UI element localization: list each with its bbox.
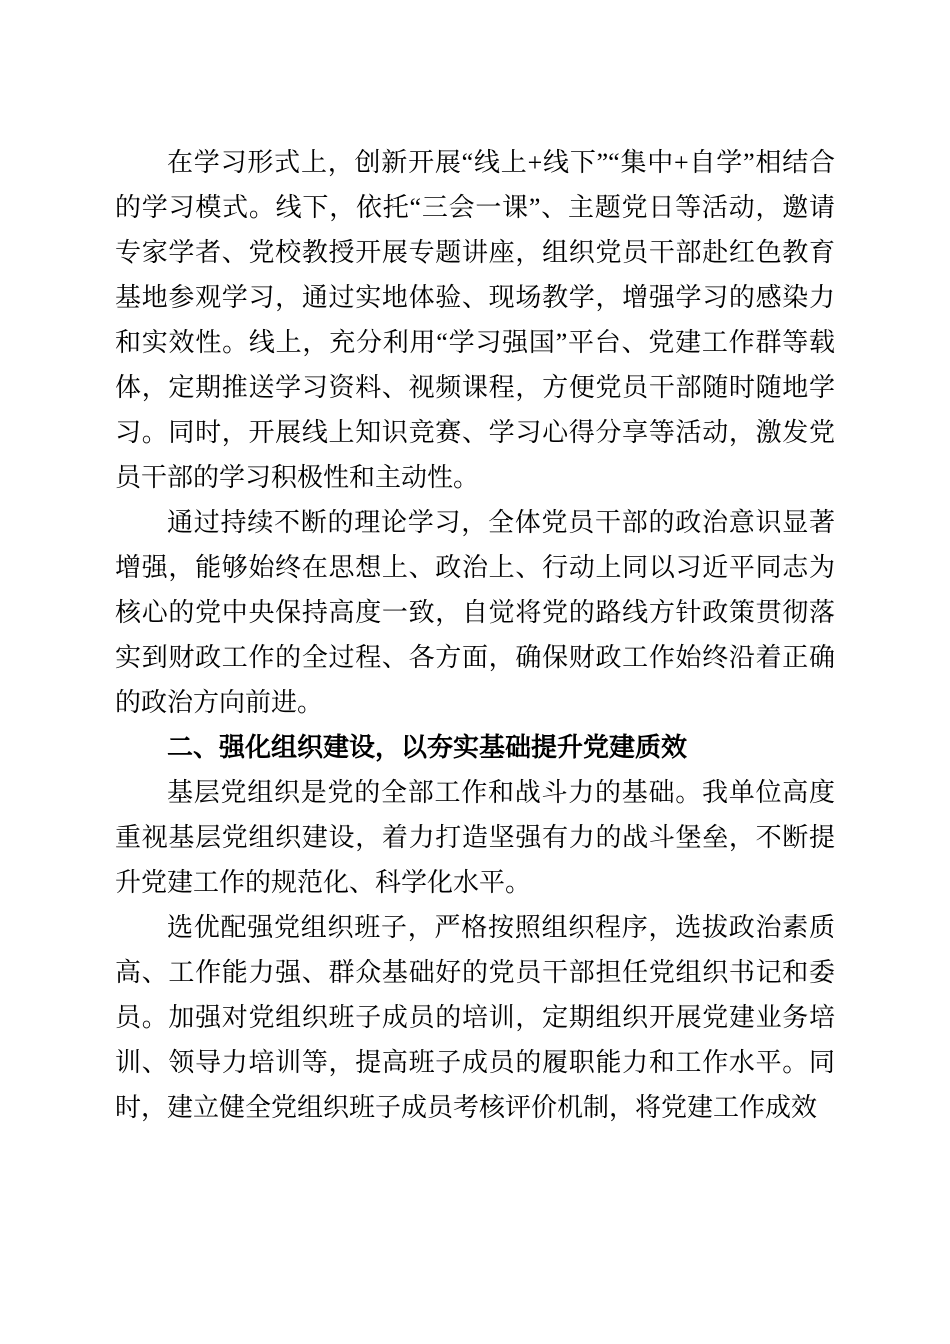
- paragraph-team-selection: 选优配强党组织班子，严格按照组织程序，选拔政治素质高、工作能力强、群众基础好的党员干部担任党组织书记和委员。加强对党组织班子成员的培训，定期组织开展党建业务培训、领导力培训等，提高班子成员的履职能力和工作水平。同时，建立健全党组织班子成员考核评价机制，将党建工作成效: [115, 913, 835, 1122]
- paragraph-theory-study-result: 通过持续不断的理论学习，全体党员干部的政治意识显著增强，能够始终在思想上、政治上、行动上同以习近平同志为核心的党中央保持高度一致，自觉将党的路线方针政策贯彻落实到财政工作的全过程、各方面，确保财政工作始终沿着正确的政治方向前进。: [115, 508, 835, 717]
- paragraph-study-format: 在学习形式上，创新开展“线上+线下”“集中+自学”相结合的学习模式。线下，依托“三会一课”、主题党日等活动，邀请专家学者、党校教授开展专题讲座，组织党员干部赴红色教育基地参观学习，通过实地体验、现场教学，增强学习的感染力和实效性。线上，充分利用“学习强国”平台、党建工作群等载体，定期推送学习资料、视频课程，方便党员干部随时随地学习。同时，开展线上知识竞赛、学习心得分享等活动，激发党员干部的学习积极性和主动性。: [115, 148, 835, 492]
- paragraph-grassroots-organization: 基层党组织是党的全部工作和战斗力的基础。我单位高度重视基层党组织建设，着力打造坚强有力的战斗堡垒，不断提升党建工作的规范化、科学化水平。: [115, 778, 835, 897]
- section-heading: 二、强化组织建设，以夯实基础提升党建质效: [167, 732, 688, 762]
